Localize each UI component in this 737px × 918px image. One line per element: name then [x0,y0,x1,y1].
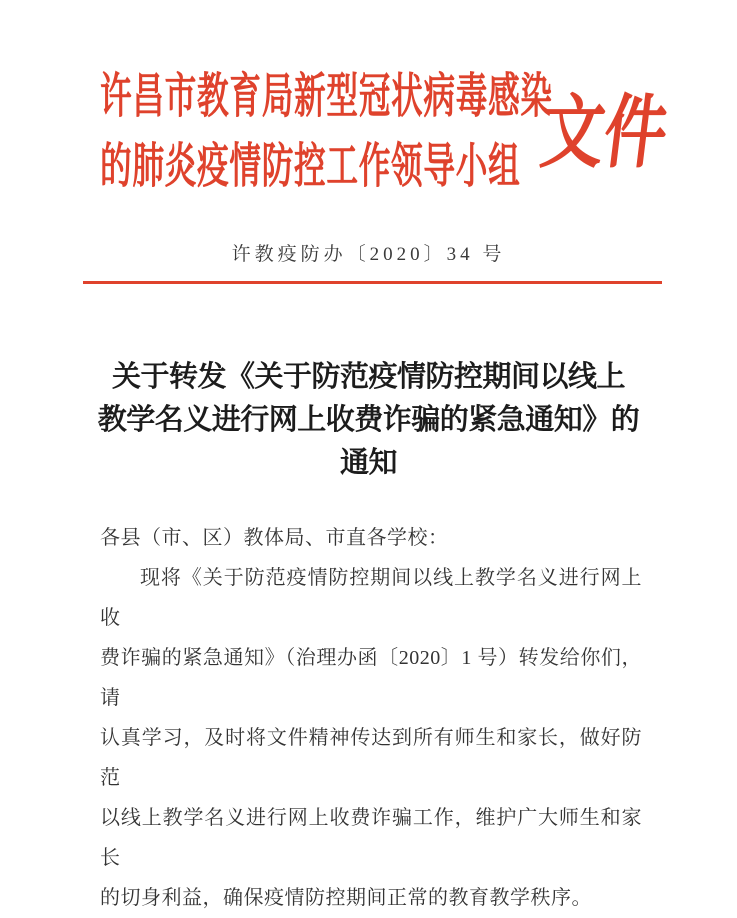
paragraph-line: 的切身利益，确保疫情防控期间正常的教育教学秩序。 [100,887,592,909]
salutation-line: 各县（市、区）教体局、市直各学校： [100,527,449,549]
document-body [100,518,642,918]
title-line-2: 教学名义进行网上收费诈骗的紧急通知》的 [97,404,640,436]
org-name-line1: 许昌市教育局新型冠状病毒感染 [100,70,553,123]
paragraph-line: 认真学习，及时将文件精神传达到所有师生和家长，做好防范 [100,727,642,789]
red-divider-line [83,281,662,284]
doc-type-label: 文件 [536,90,673,178]
title-line-3: 通知 [339,447,397,479]
org-name-line2: 的肺炎疫情防控工作领导小组 [100,140,521,193]
title-line-1: 关于转发《关于防范疫情防控期间以线上 [111,361,625,393]
paragraph-line: 现将《关于防范疫情防控期间以线上教学名义进行网上收 [100,567,642,629]
paragraph-line: 费诈骗的紧急通知》（治理办函〔2020〕1 号）转发给你们，请 [100,647,642,709]
paragraph-line: 以线上教学名义进行网上收费诈骗工作，维护广大师生和家长 [100,807,642,869]
doc-number: 许教疫防办〔2020〕34 号 [231,244,506,265]
letterhead-issuing-org [100,62,553,202]
document-title [0,356,737,485]
